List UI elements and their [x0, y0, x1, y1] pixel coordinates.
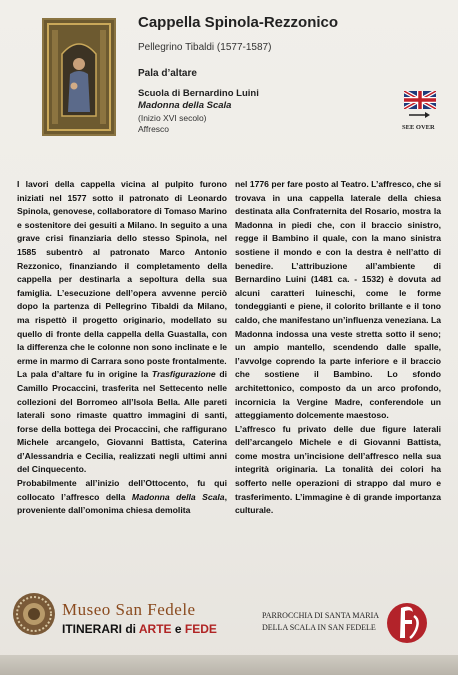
work-medium: Affresco [138, 124, 170, 134]
itinerari-tagline: ITINERARI di ARTE e FEDE [62, 622, 217, 636]
paragraph: nel 1776 per fare posto al Teatro. L’affresco, che si trovava in una cappella laterale della chiesa destinata alla Confraternita del Rosario, mostra la Madonna in piedi che, con il braccio sinistro, regge il Bambino il quale, con la mano sinistra sostiene il mondo e con la destra è nell’atto di benedire. L’attribuzione all’ambiente di Bernardino Luini (1481 ca. - 1532) è dovuta ad alcuni caratteri luineschi, come le forme tondeggianti e piene, il colorito brillante e il tono caldo, che manifestano un’influenza veneziana. La Madonna indossa una veste stretta sotto il seno; un ampio mantello, scendendo dalle spalle, l’avvolge coprendo la parte inferiore e il braccio che sostiene il Bambino. Lo sfondo architettonico, composto da un arco profondo, incornicia la Vergine Madre, conferendole un atteggiamento dolcemente maestoso. [235, 179, 441, 421]
artwork-title: Madonna della Scala [131, 491, 225, 502]
paragraph: Probabilmente all’inizio dell’Ottocento, fu qui collocato l’affresco della Madonna della Scala, proveniente dall’omonima chiesa demolita [17, 478, 227, 516]
attribution: Scuola di Bernardino Luini [138, 88, 259, 99]
arrow-right-icon [408, 111, 432, 119]
work-title: Madonna della Scala [138, 100, 232, 111]
altarpiece-thumbnail [42, 18, 116, 136]
text-column-left [17, 178, 227, 518]
paragraph: L’affresco fu privato delle due figure laterali dell’arcangelo Michele e di Giovanni Battista, come mostra un’incisione dell’affresco nella sua integrità originaria. La tonalità dei colori ha sofferto nelle operazioni di strappo dal muro e trasferimento. L’immagine è di grande importanza culturale. [235, 423, 441, 516]
work-details [138, 113, 207, 135]
parish-name: PARROCCHIA DI SANTA MARIA DELLA SCALA IN SAN FEDELE [262, 611, 380, 632]
artwork-title: Trasfigurazione [151, 369, 216, 380]
paragraph: La pala d’altare fu in origine la Trasfigurazione di Camillo Procaccini, trasferita nel Settecento nelle collezioni del Borromeo all’Isola Bella. Alle pareti laterali sono rimaste quattro immagini di santi, forse della bottega dei Procaccini, che raffigurano Michele arcangelo, Giovanni Battista, Caterina d’Alessandria e Cecilia, realizzati negli ultimi anni del Cinquecento. [17, 369, 227, 475]
section-heading: Pala d’altare [138, 68, 197, 79]
museum-name: Museo San Fedele [62, 600, 196, 619]
page-title: Cappella Spinola-Rezzonico [138, 14, 339, 31]
parish-logo [386, 596, 428, 650]
work-period: (Inizio XVI secolo) [138, 113, 207, 123]
uk-flag-icon [404, 91, 436, 109]
panel-bottom-edge [0, 655, 458, 675]
museum-seal-logo [12, 592, 56, 636]
paragraph: I lavori della cappella vicina al pulpito furono iniziati nel 1577 sotto il patronato di Leonardo Spinola, genovese, collaboratore di Tomaso Marino e sostenitore dei gesuiti a Milano. In seguito a una grave crisi finanziaria dello stesso Spinola, nel 1585 subentrò al patronato Marco Antonio Rezzonico, finanziando il completamento della cappella per destinarla a sepoltura della sua famiglia. L’esecuzione dell’opera avvenne perciò dopo la partenza di Pellegrino Tibaldi da Milano, ma rispettò il progetto originario, modellato su quello di fronte della cappella della Guastalla, con la differenza che le colonne non sono inclinate e le erme in marmo di Carrara sono poste frontalmente. [17, 179, 227, 366]
artist-subtitle: Pellegrino Tibaldi (1577-1587) [138, 42, 272, 53]
see-over-label: SEE OVER [402, 124, 435, 131]
text-column-right [235, 178, 441, 518]
